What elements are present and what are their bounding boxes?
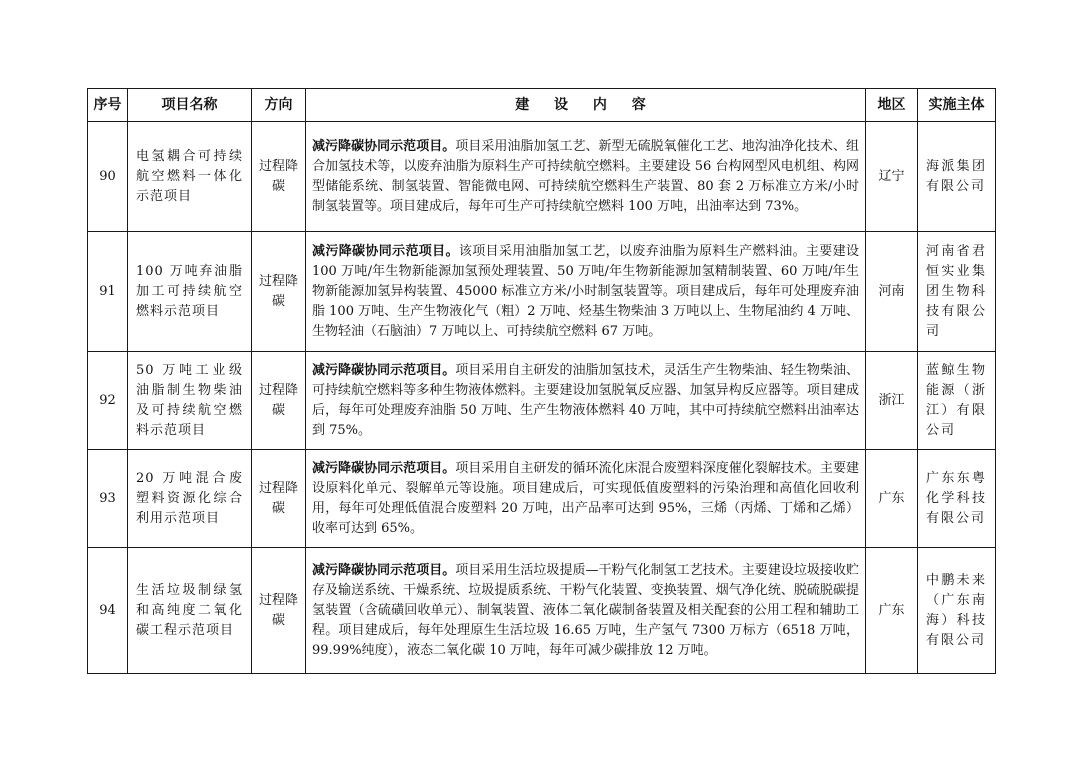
- table-header-row: [88, 89, 996, 122]
- row-content: [306, 122, 866, 232]
- row-region: 浙江: [866, 352, 918, 450]
- row-no: 90: [88, 122, 128, 232]
- row-direction: 过程降碳: [252, 122, 306, 232]
- row-org: 海派集团有限公司: [918, 122, 996, 232]
- row-no: 93: [88, 450, 128, 548]
- row-content-lead: 减污降碳协同示范项目。: [312, 138, 456, 154]
- row-content-body: 项目采用油脂加氢工艺、新型无硫脱氧催化工艺、地沟油净化技术、组合加氢技术等，以废弃油脂为原料生产可持续航空燃料。主要建设 56 台构网型风电机组、构网型储能系统、制氢装置、智能微电网、可持续航空燃料生产装置、80 套 2 万标准立方米/小时制氢装置等。项目建成后，每年可生产可持续航空燃料 100 万吨，出油率达到 73%。: [312, 138, 859, 214]
- table-row: [88, 548, 996, 674]
- row-region: 河南: [866, 232, 918, 352]
- table-row: [88, 352, 996, 450]
- row-content: [306, 548, 866, 674]
- row-region: 广东: [866, 450, 918, 548]
- row-content: [306, 450, 866, 548]
- table-row: [88, 450, 996, 548]
- row-direction: 过程降碳: [252, 450, 306, 548]
- header-content: 建 设 内 容: [306, 89, 866, 122]
- row-org: 河南省君恒实业集团生物科技有限公司: [918, 232, 996, 352]
- row-direction: 过程降碳: [252, 548, 306, 674]
- row-content: [306, 352, 866, 450]
- header-name: 项目名称: [128, 89, 252, 122]
- header-region: 地区: [866, 89, 918, 122]
- row-org: 中鹏未来（广东南海）科技有限公司: [918, 548, 996, 674]
- row-no: 91: [88, 232, 128, 352]
- row-content-body: 项目采用生活垃圾提质—干粉气化制氢工艺技术。主要建设垃圾接收贮存及输送系统、干燥系统、垃圾提质系统、干粉气化装置、变换装置、烟气净化统、脱硫脱碳提氢装置（含硫磺回收单元）、制氧装置、液体二氧化碳制备装置及相关配套的公用工程和辅助工程。项目建成后，每年处理原生生活垃圾 16.65 万吨，生产氢气 7300 万标方（6518 万吨，99.99%纯度），液态二氧化碳 10 万吨，每年可减少碳排放 12 万吨。: [312, 562, 859, 658]
- row-region: 辽宁: [866, 122, 918, 232]
- row-content-lead: 减污降碳协同示范项目。: [312, 362, 456, 378]
- row-name: 20 万吨混合废塑料资源化综合利用示范项目: [128, 450, 252, 548]
- row-content-body: 该项目采用油脂加氢工艺，以废弃油脂为原料生产燃料油。主要建设 100 万吨/年生物新能源加氢预处理装置、50 万吨/年生物新能源加氢精制装置、60 万吨/年生物新能源加氢异构装置、45000 标准立方米/小时制氢装置等。项目建成后，每年可处理废弃油脂 100 万吨、生产生物液化气（粗）2 万吨、烃基生物柴油 3 万吨以上、生物尾油约 4 万吨、生物轻油（石脑油）7 万吨以上、可持续航空燃料 67 万吨。: [312, 243, 859, 339]
- row-content-lead: 减污降碳协同示范项目。: [312, 243, 459, 259]
- row-content-lead: 减污降碳协同示范项目。: [312, 460, 456, 476]
- row-name: 50 万吨工业级油脂制生物柴油及可持续航空燃料示范项目: [128, 352, 252, 450]
- row-org: 广东东粤化学科技有限公司: [918, 450, 996, 548]
- project-table-container: [87, 88, 995, 674]
- row-region: 广东: [866, 548, 918, 674]
- row-content-lead: 减污降碳协同示范项目。: [312, 562, 456, 578]
- row-name: 生活垃圾制绿氢和高纯度二氧化碳工程示范项目: [128, 548, 252, 674]
- header-no: 序号: [88, 89, 128, 122]
- row-content: [306, 232, 866, 352]
- row-name: 100 万吨弃油脂加工可持续航空燃料示范项目: [128, 232, 252, 352]
- header-direction: 方向: [252, 89, 306, 122]
- row-content-body: 项目采用自主研发的油脂加氢技术，灵活生产生物柴油、轻生物柴油、可持续航空燃料等多种生物液体燃料。主要建设加氢脱氧反应器、加氢异构反应器等。项目建成后，每年可处理废弃油脂 50 万吨、生产生物液体燃料 40 万吨，其中可持续航空燃料出油率达到 75%。: [312, 362, 859, 438]
- project-table: [87, 88, 996, 674]
- table-row: [88, 122, 996, 232]
- table-row: [88, 232, 996, 352]
- row-no: 94: [88, 548, 128, 674]
- row-content-body: 项目采用自主研发的循环流化床混合废塑料深度催化裂解技术。主要建设原料化单元、裂解单元等设施。项目建成后，可实现低值废塑料的污染治理和高值化回收利用，每年可处理低值混合废塑料 20 万吨，出产品率可达到 95%，三烯（丙烯、丁烯和乙烯）收率可达到 65%。: [312, 460, 859, 536]
- row-name: 电氢耦合可持续航空燃料一体化示范项目: [128, 122, 252, 232]
- header-org: 实施主体: [918, 89, 996, 122]
- row-org: 蓝鲸生物能源（浙江）有限公司: [918, 352, 996, 450]
- row-no: 92: [88, 352, 128, 450]
- row-direction: 过程降碳: [252, 352, 306, 450]
- row-direction: 过程降碳: [252, 232, 306, 352]
